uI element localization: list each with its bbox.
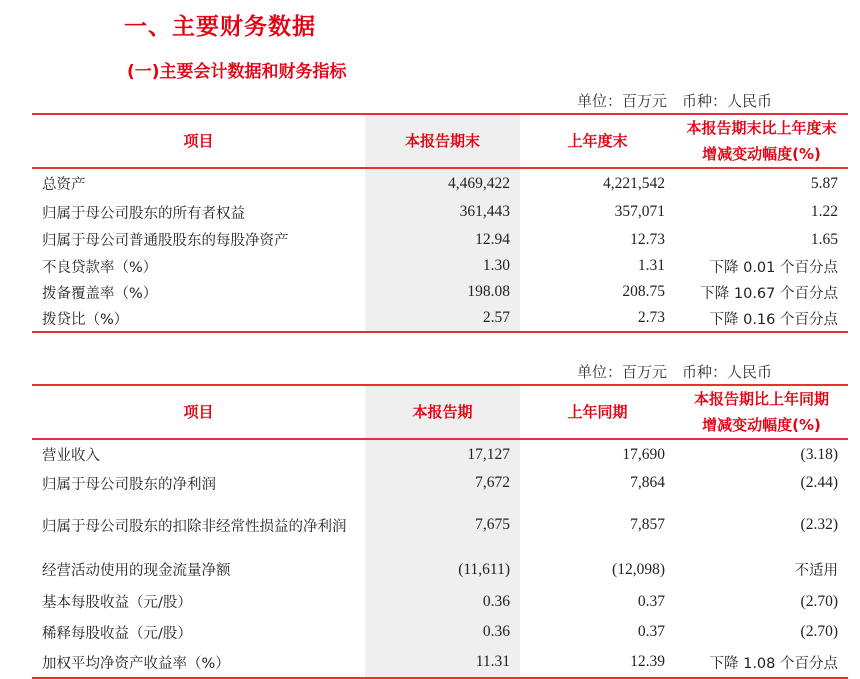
change-value: 下降 1.08 个百分点 — [709, 655, 838, 672]
unit-label-1: 单位：百万元 币种：人民币 — [577, 92, 773, 110]
current-value: 4,469,422 — [365, 168, 520, 198]
row-label: 归属于母公司股东的扣除非经常性损益的净利润 — [42, 518, 347, 535]
current-value: 1.30 — [365, 253, 520, 279]
change-value: (3.18) — [800, 445, 838, 463]
row-label: 拨贷比（%） — [42, 311, 129, 328]
table-row — [32, 497, 848, 553]
prior-value: 17,690 — [622, 445, 665, 463]
current-value: 12.94 — [365, 226, 520, 253]
prior-value: 12.73 — [630, 230, 665, 248]
section-title: 一、主要财务数据 — [124, 14, 316, 40]
table-row — [32, 553, 848, 586]
current-value: (11,611) — [365, 553, 520, 586]
prior-value: 12.39 — [630, 653, 665, 670]
table-row — [32, 305, 848, 332]
table-row — [32, 253, 848, 279]
header-change: 本报告期末比上年度末增减变动幅度(%) — [686, 119, 837, 163]
prior-value: 0.37 — [637, 592, 665, 610]
current-value: 17,127 — [365, 439, 520, 469]
table-row — [32, 279, 848, 305]
balance-indicators-table — [32, 113, 848, 333]
header-current: 本报告期末 — [365, 114, 520, 168]
current-value: 0.36 — [365, 586, 520, 617]
unit-label-2: 单位：百万元 币种：人民币 — [577, 363, 773, 381]
income-indicators-table — [32, 384, 848, 679]
current-value: 7,672 — [365, 469, 520, 497]
change-value: (2.44) — [800, 474, 838, 491]
change-value: 下降 0.16 个百分点 — [709, 311, 838, 328]
prior-value: 7,864 — [630, 474, 665, 491]
row-label: 基本每股收益（元/股） — [42, 595, 192, 611]
row-label: 加权平均净资产收益率（%） — [42, 655, 230, 672]
table-row — [32, 617, 848, 647]
change-value: 1.65 — [810, 230, 838, 248]
change-value: (2.32) — [800, 516, 838, 533]
table-row — [32, 198, 848, 226]
row-label: 归属于母公司股东的所有者权益 — [42, 205, 245, 222]
row-label: 经营活动使用的现金流量净额 — [42, 563, 231, 579]
row-label: 稀释每股收益（元/股） — [42, 625, 192, 642]
change-value: 1.22 — [810, 203, 838, 220]
row-label: 总资产 — [42, 177, 86, 193]
table-row — [32, 226, 848, 253]
table-row — [32, 586, 848, 617]
table-row — [32, 469, 848, 497]
row-label: 不良贷款率（%） — [42, 259, 158, 276]
row-label: 拨备覆盖率（%） — [42, 285, 158, 302]
change-value: 下降 10.67 个百分点 — [700, 285, 838, 302]
change-value: 5.87 — [810, 174, 838, 192]
change-value: (2.70) — [800, 592, 838, 610]
table-row — [32, 168, 848, 198]
prior-value: 0.37 — [637, 623, 665, 640]
current-value: 198.08 — [365, 279, 520, 305]
prior-value: (12,098) — [612, 560, 665, 578]
change-value: (2.70) — [800, 623, 838, 640]
change-value: 下降 0.01 个百分点 — [709, 259, 838, 276]
header-item: 项目 — [183, 132, 214, 150]
current-value: 361,443 — [365, 198, 520, 226]
current-value: 7,675 — [365, 497, 520, 553]
header-prior: 上年度末 — [567, 132, 628, 150]
prior-value: 2.73 — [637, 309, 665, 326]
header-change: 本报告期比上年同期增减变动幅度(%) — [693, 390, 829, 434]
subsection-title: (一)主要会计数据和财务指标 — [127, 62, 347, 82]
change-value: 不适用 — [794, 563, 838, 579]
header-item: 项目 — [183, 403, 214, 421]
header-current: 本报告期 — [365, 385, 520, 439]
prior-value: 357,071 — [614, 203, 665, 220]
prior-value: 7,857 — [630, 516, 665, 533]
current-value: 11.31 — [365, 647, 520, 678]
prior-value: 4,221,542 — [603, 174, 665, 192]
current-value: 2.57 — [365, 305, 520, 332]
table-row — [32, 647, 848, 678]
row-label: 归属于母公司股东的净利润 — [42, 476, 216, 493]
header-prior: 上年同期 — [567, 403, 628, 421]
current-value: 0.36 — [365, 617, 520, 647]
row-label: 归属于母公司普通股股东的每股净资产 — [42, 233, 289, 249]
prior-value: 208.75 — [622, 283, 665, 300]
row-label: 营业收入 — [42, 448, 100, 464]
table-row — [32, 439, 848, 469]
prior-value: 1.31 — [637, 257, 665, 274]
